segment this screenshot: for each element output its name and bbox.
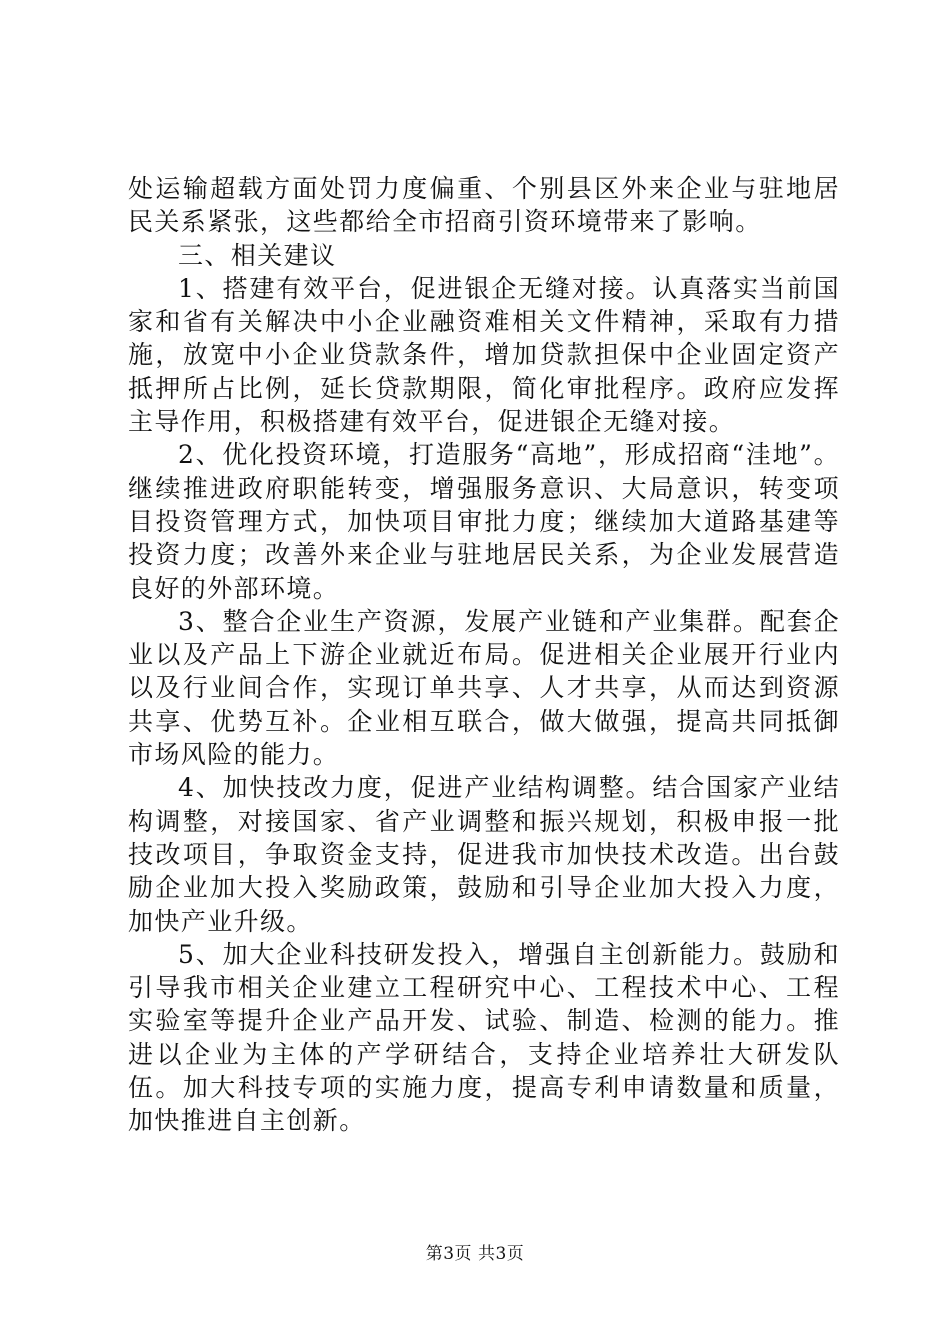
paragraph-item-2: 2、优化投资环境，打造服务“高地”，形成招商“洼地”。继续推进政府职能转变，增强服务意识、大局意识，转变项目投资管理方式，加快项目审批力度；继续加大道路基建等投资力度；改善外来企业与驻地居民关系，为企业发展营造良好的外部环境。 xyxy=(128,440,840,603)
section-heading: 三、相关建议 xyxy=(178,240,337,270)
page-number-label: 第3页 共3页 xyxy=(425,1244,525,1264)
paragraph-item-3: 3、整合企业生产资源，发展产业链和产业集群。配套企业以及产品上下游企业就近布局。促进相关企业展开行业内以及行业间合作，实现订单共享、人才共享，从而达到资源共享、优势互补。企业相互联合，做大做强，提高共同抵御市场风险的能力。 xyxy=(128,606,840,770)
paragraph-item-4: 4、加快技改力度，促进产业结构调整。结合国家产业结构调整，对接国家、省产业调整和振兴规划，积极申报一批技改项目，争取资金支持，促进我市加快技术改造。出台鼓励企业加大投入奖励政策，鼓励和引导企业加大投入力度，加快产业升级。 xyxy=(128,773,840,936)
paragraph-item-1: 1、搭建有效平台，促进银企无缝对接。认真落实当前国家和省有关解决中小企业融资难相关文件精神，采取有力措施，放宽中小企业贷款条件，增加贷款担保中企业固定资产抵押所占比例，延长贷款期限，简化审批程序。政府应发挥主导作用，积极搭建有效平台，促进银企无缝对接。 xyxy=(128,273,840,437)
paragraph-continuation: 处运输超载方面处罚力度偏重、个别县区外来企业与驻地居民关系紧张，这些都给全市招商引资环境带来了影响。 xyxy=(128,174,840,237)
paragraph-item-5: 5、加大企业科技研发投入，增强自主创新能力。鼓励和引导我市相关企业建立工程研究中心、工程技术中心、工程实验室等提升企业产品开发、试验、制造、检测的能力。推进以企业为主体的产学研结合，支持企业培养壮大研发队伍。加大科技专项的实施力度，提高专利申请数量和质量，加快推进自主创新。 xyxy=(128,939,840,1136)
page-footer xyxy=(0,1242,950,1266)
document-body xyxy=(128,172,840,1138)
